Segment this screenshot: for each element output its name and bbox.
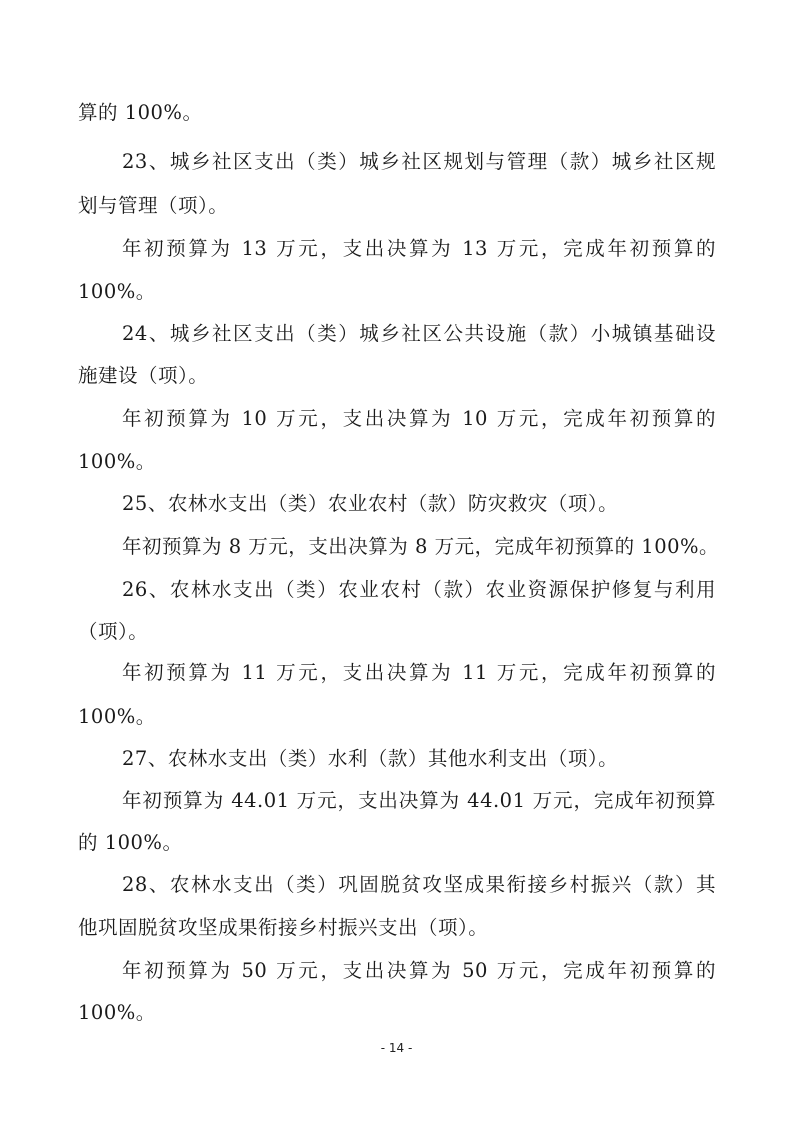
text-line: 27、农林水支出（类）水利（款）其他水利支出（项）。 [122, 747, 619, 770]
text-line: （项）。 [78, 620, 149, 643]
text-line: 100%。 [78, 280, 156, 303]
text-line: 划与管理（项）。 [78, 194, 229, 217]
text-line: 年初预算为 13 万元，支出决算为 13 万元，完成年初预算的 [122, 237, 716, 260]
text-line: 23、城乡社区支出（类）城乡社区规划与管理（款）城乡社区规 [122, 150, 716, 173]
text-line: 100%。 [78, 1001, 156, 1024]
text-line: 年初预算为 10 万元，支出决算为 10 万元，完成年初预算的 [122, 407, 716, 430]
text-line: 年初预算为 8 万元，支出决算为 8 万元，完成年初预算的 100%。 [122, 535, 720, 558]
text-line: 25、农林水支出（类）农业农村（款）防灾救灾（项）。 [122, 492, 619, 515]
text-line: 26、农林水支出（类）农业农村（款）农业资源保护修复与利用 [122, 578, 716, 601]
text-line: 年初预算为 44.01 万元，支出决算为 44.01 万元，完成年初预算 [122, 789, 716, 812]
text-line: 算的 100%。 [78, 101, 203, 124]
text-line: 100%。 [78, 705, 156, 728]
page-number: - 14 - [380, 1041, 413, 1055]
text-line: 28、农林水支出（类）巩固脱贫攻坚成果衔接乡村振兴（款）其 [122, 873, 716, 896]
text-line: 年初预算为 11 万元，支出决算为 11 万元，完成年初预算的 [122, 661, 716, 684]
text-line: 年初预算为 50 万元，支出决算为 50 万元，完成年初预算的 [122, 959, 716, 982]
text-line: 100%。 [78, 450, 156, 473]
text-line: 的 100%。 [78, 831, 183, 854]
text-line: 24、城乡社区支出（类）城乡社区公共设施（款）小城镇基础设 [122, 322, 716, 345]
text-line: 他巩固脱贫攻坚成果衔接乡村振兴支出（项）。 [78, 916, 489, 939]
text-line: 施建设（项）。 [78, 364, 209, 387]
